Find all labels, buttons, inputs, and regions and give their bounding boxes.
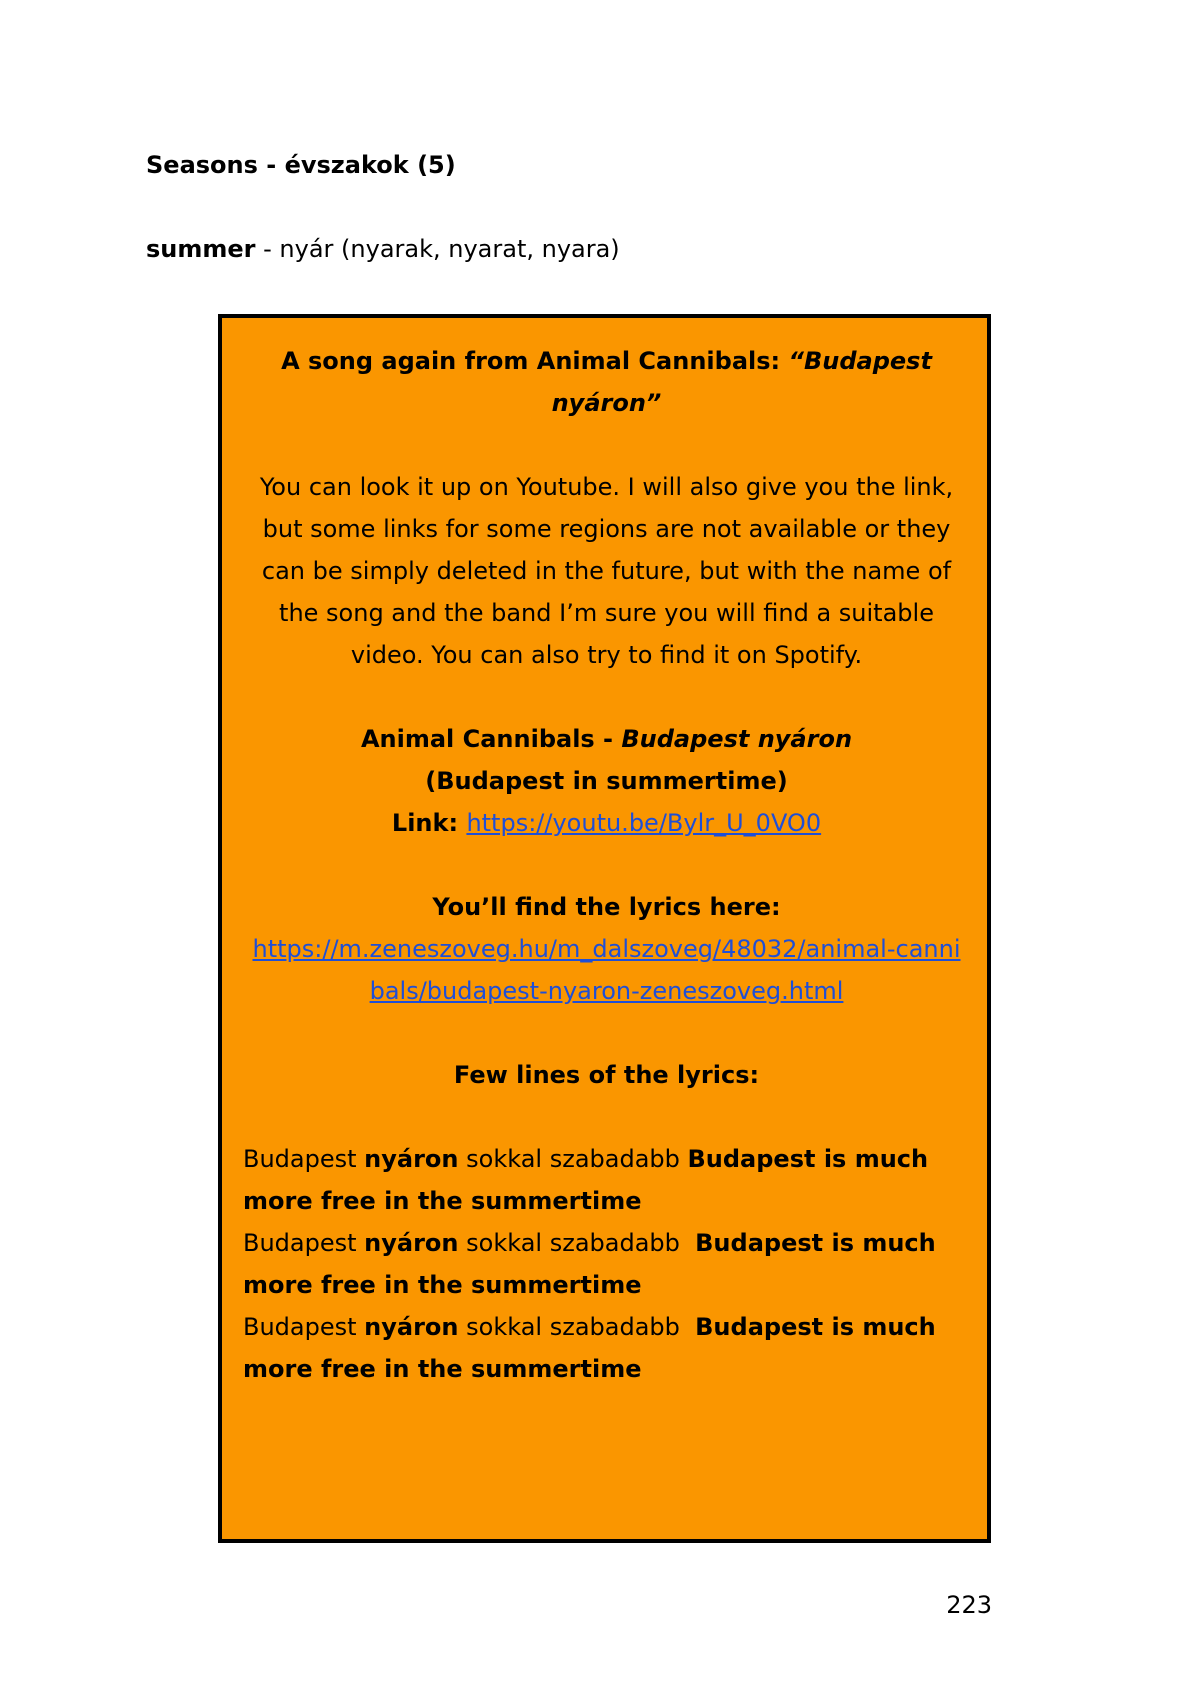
lyric-line [243,1222,970,1264]
lyric-text: Budapest [243,1313,365,1341]
page-heading: Seasons - évszakok (5) [146,151,456,179]
lyrics-link-part2[interactable]: bals/budapest-nyaron-zeneszoveg.html [369,977,844,1005]
spacer [243,424,970,466]
lyric-text: Budapest [243,1145,365,1173]
lyric-keyword: nyáron [364,1313,459,1341]
video-link[interactable]: https://youtu.be/Bylr_U_0VO0 [466,809,822,837]
link-label: Link: [391,809,467,837]
instruction-line: video. You can also try to find it on Spotify. [350,641,863,669]
lyric-text: Budapest [243,1229,365,1257]
intro-prefix: A song again from Animal Cannibals: [281,347,789,375]
lyrics-source-heading: You’ll find the lyrics here: [432,893,781,921]
song-info-box [218,314,991,1543]
instruction-line: can be simply deleted in the future, but with the name of [261,557,952,585]
intro-line [243,340,970,424]
lyric-line [243,1138,970,1180]
page-number: 223 [946,1591,992,1619]
song-translation: (Budapest in summertime) [425,767,788,795]
spacer [243,676,970,718]
lyrics-link-line [243,970,970,1012]
lyric-translation: Budapest is much [687,1145,929,1173]
lyric-translation-line: more free in the summertime [243,1271,642,1299]
lyric-translation: Budapest is much [695,1229,936,1257]
lyrics-excerpt [243,1138,970,1390]
band-name: Animal Cannibals - [360,725,622,753]
video-link-line [243,802,970,844]
lyric-text: sokkal szabadabb [458,1313,696,1341]
lyric-translation-line: more free in the summertime [243,1187,642,1215]
lyrics-excerpt-heading: Few lines of the lyrics: [453,1061,760,1089]
instruction-line: You can look it up on Youtube. I will also give you the link, [259,473,954,501]
lyrics-link-part1[interactable]: https://m.zeneszoveg.hu/m_dalszoveg/48032/animal-canni [252,935,961,963]
lyric-keyword: nyáron [364,1229,459,1257]
lyric-translation-line: more free in the summertime [243,1355,642,1383]
lyric-text: sokkal szabadabb [458,1229,696,1257]
spacer [243,844,970,886]
lyrics-link-line [243,928,970,970]
lyric-translation: Budapest is much [695,1313,936,1341]
instruction-line: but some links for some regions are not available or they [262,515,951,543]
spacer [243,1012,970,1054]
lyric-text: sokkal szabadabb [458,1145,688,1173]
spacer [243,1096,970,1138]
lyric-keyword: nyáron [364,1145,459,1173]
song-title: Budapest nyáron [621,725,853,753]
instruction-line: the song and the band I’m sure you will find a suitable [279,599,934,627]
vocabulary-term: summer [146,235,256,263]
intro-song-title: “Budapest nyáron” [551,347,932,417]
song-credit [243,718,970,760]
song-info-content [243,340,970,1390]
vocabulary-entry [146,232,620,266]
vocabulary-definition: - nyár (nyarak, nyarat, nyara) [255,235,620,263]
lyric-line [243,1306,970,1348]
